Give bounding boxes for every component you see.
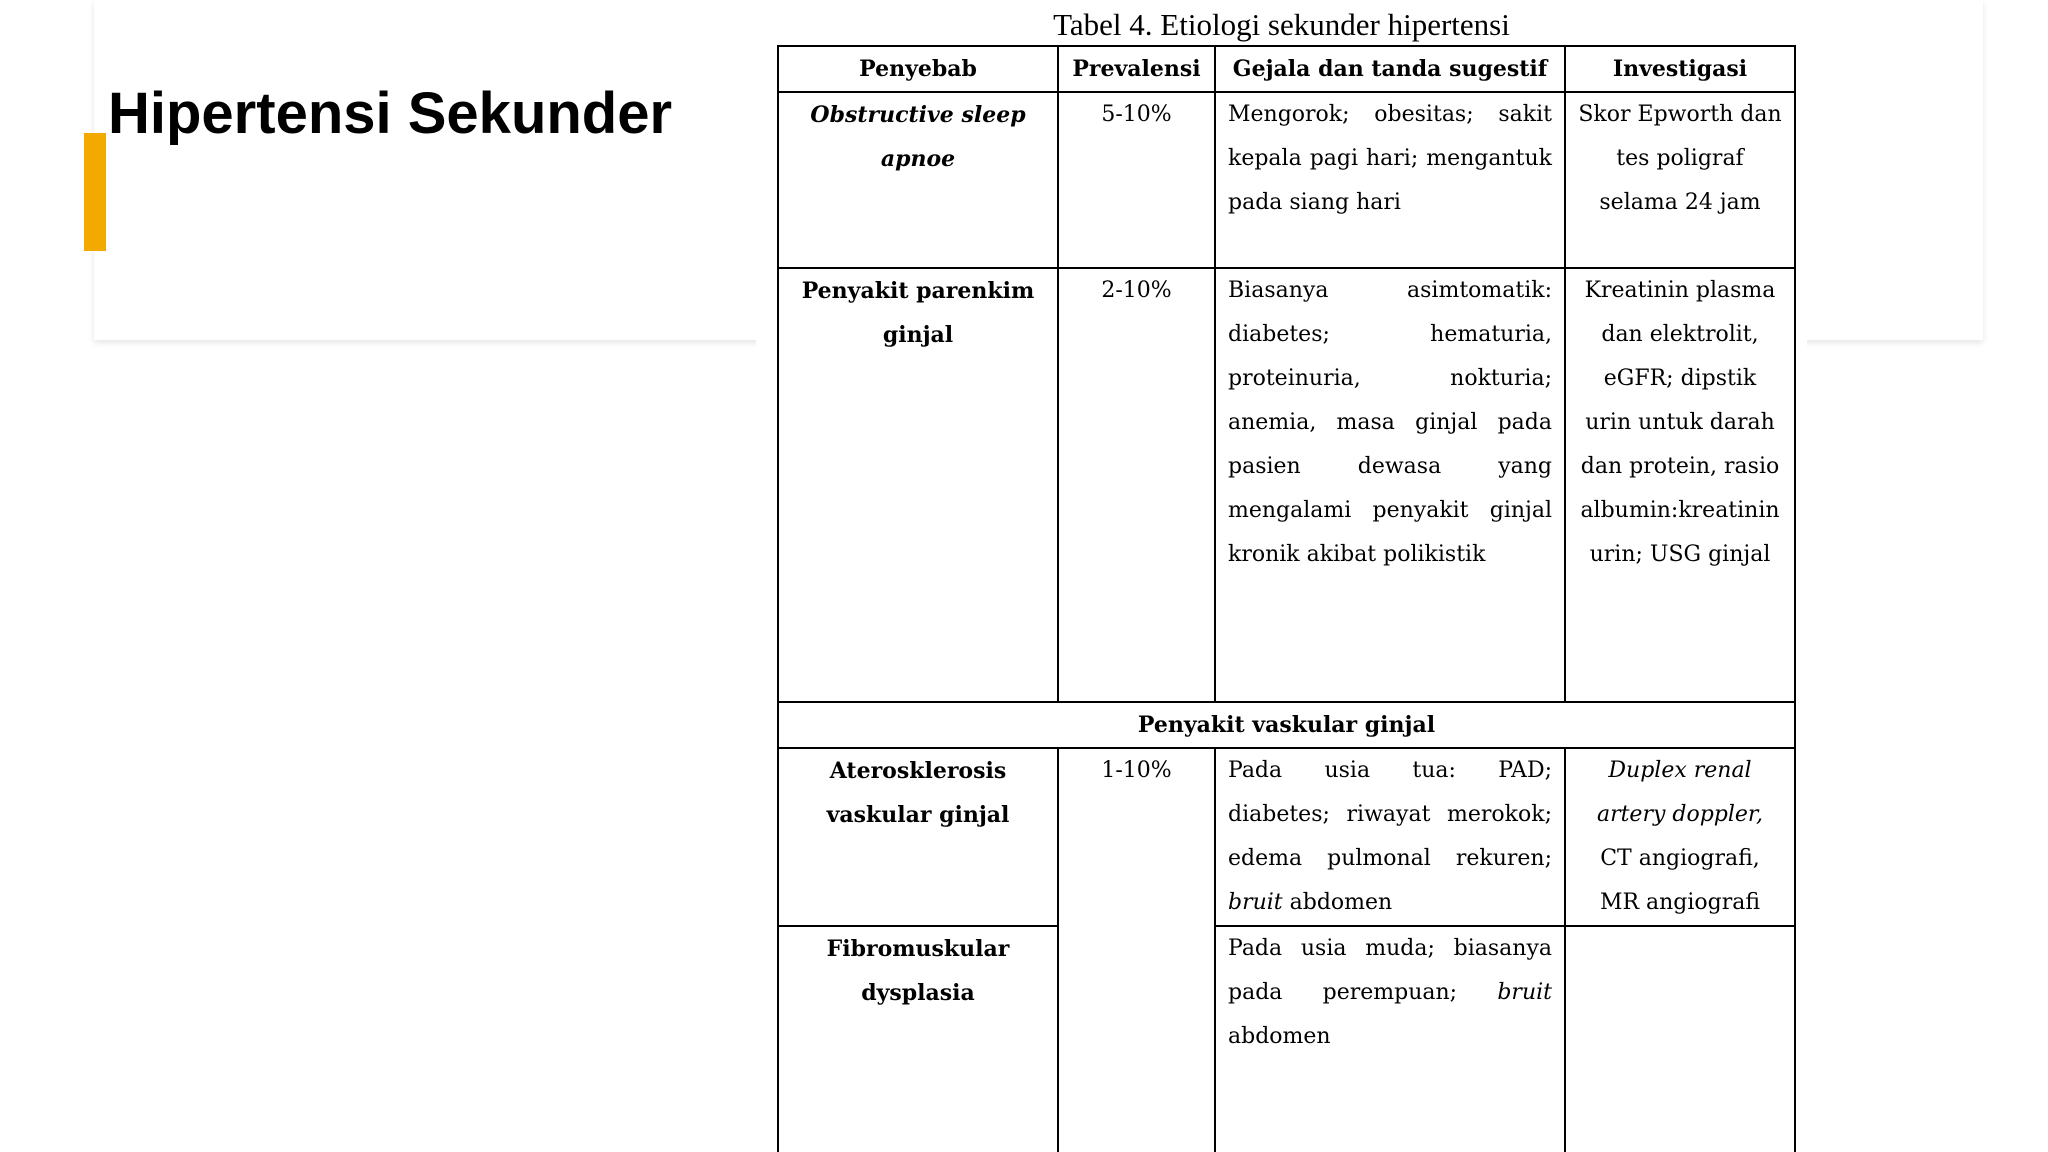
cell-symptoms xyxy=(1215,926,1565,1152)
cell-prevalence: 2-10% xyxy=(1058,268,1215,702)
table-row xyxy=(778,926,1795,1152)
cell-investigation xyxy=(1565,748,1795,926)
investigation-italic-text: Duplex renal artery doppler, xyxy=(1596,758,1764,827)
cell-cause: Penyakit parenkim ginjal xyxy=(778,268,1058,702)
slide-title: Hipertensi Sekunder xyxy=(108,81,673,146)
cell-symptoms: Mengorok; obesitas; sakit kepala pagi hari; mengantuk pada siang hari xyxy=(1215,92,1565,268)
header-symptoms: Gejala dan tanda sugestif xyxy=(1215,46,1565,92)
cell-cause: Obstructive sleep apnoe xyxy=(778,92,1058,268)
table-header-row xyxy=(778,46,1795,92)
symptoms-trailing-text: abdomen xyxy=(1228,1024,1331,1049)
table-row xyxy=(778,268,1795,702)
investigation-text: CT angiografi, MR angiografi xyxy=(1599,846,1761,915)
symptoms-text: Pada usia tua: PAD; diabetes; riwayat merokok; edema pulmonal rekuren; xyxy=(1228,758,1552,871)
table-caption: Tabel 4. Etiologi sekunder hipertensi xyxy=(1053,7,1510,42)
cell-investigation: Kreatinin plasma dan elektrolit, eGFR; dipstik urin untuk darah dan protein, rasio albumin:kreatinin urin; USG ginjal xyxy=(1565,268,1795,702)
cell-prevalence: 1-10% xyxy=(1058,748,1215,1152)
table-row xyxy=(778,92,1795,268)
header-cause: Penyebab xyxy=(778,46,1058,92)
cell-investigation xyxy=(1565,926,1795,1152)
title-accent-bar xyxy=(84,133,106,251)
cell-cause: Aterosklerosis vaskular ginjal xyxy=(778,748,1058,926)
cell-cause: Fibromuskular dysplasia xyxy=(778,926,1058,1152)
header-prevalence: Prevalensi xyxy=(1058,46,1215,92)
table-row xyxy=(778,748,1795,926)
symptoms-text: Pada usia muda; biasanya pada perempuan; xyxy=(1228,936,1552,1005)
etiology-table xyxy=(777,45,1796,1152)
cell-symptoms xyxy=(1215,748,1565,926)
table-image xyxy=(756,0,1807,1152)
table-section-row xyxy=(778,702,1795,748)
section-heading: Penyakit vaskular ginjal xyxy=(778,702,1795,748)
cell-symptoms: Biasanya asimtomatik: diabetes; hematuria, proteinuria, nokturia; anemia, masa ginjal pada pasien dewasa yang mengalami penyakit ginjal kronik akibat polikistik xyxy=(1215,268,1565,702)
cell-investigation: Skor Epworth dan tes poligraf selama 24 jam xyxy=(1565,92,1795,268)
header-investigation: Investigasi xyxy=(1565,46,1795,92)
symptoms-italic-text: bruit xyxy=(1497,980,1552,1005)
symptoms-trailing-text: abdomen xyxy=(1282,890,1393,915)
symptoms-italic-text: bruit xyxy=(1228,890,1283,915)
cell-prevalence: 5-10% xyxy=(1058,92,1215,268)
